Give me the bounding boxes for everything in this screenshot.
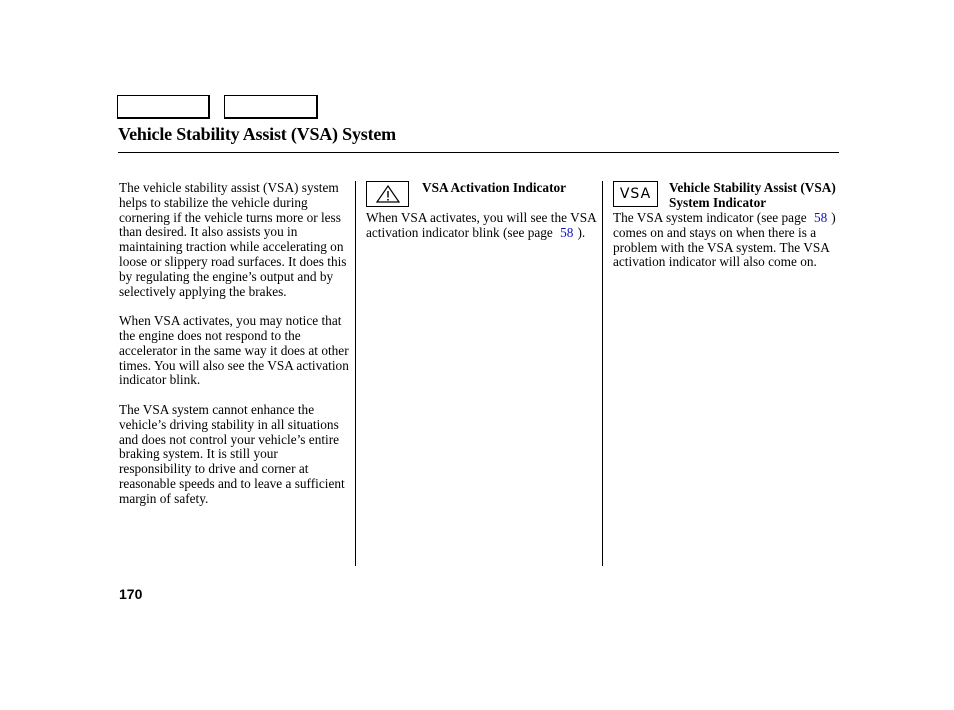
- system-text-after: ) comes on and stays on when there is a problem with the VSA system. The VSA activation indicator will also come on.: [613, 210, 836, 270]
- activation-indicator-text: [366, 211, 598, 241]
- activation-text-before: When VSA activates, you will see the VSA activation indicator blink (see page: [366, 210, 596, 240]
- column-divider-2: [602, 181, 603, 566]
- nav-button-prev[interactable]: [117, 95, 210, 119]
- page-number: 170: [119, 586, 143, 602]
- intro-paragraph-3: The VSA system cannot enhance the vehicle’s driving stability in all situations and does not control your vehicle’s entire braking system. It is still your responsibility to drive and corner at reasonable speeds and to leave a sufficient margin of safety.: [119, 401, 345, 506]
- nav-button-next[interactable]: [224, 95, 318, 119]
- column-divider-1: [355, 181, 356, 566]
- system-text-before: The VSA system indicator (see page: [613, 210, 807, 225]
- page-title: Vehicle Stability Assist (VSA) System: [118, 124, 396, 144]
- activation-indicator-heading: VSA Activation Indicator: [422, 180, 567, 195]
- intro-paragraph-1: The vehicle stability assist (VSA) system helps to stabilize the vehicle during cornering if the vehicle turns more or less than desired. It also assists you in maintaining traction while accelerating on loose or slippery road surfaces. It does this by regulating the engine’s output and by selectively applying the brakes.: [119, 180, 347, 299]
- activation-text-after: ).: [577, 224, 586, 240]
- page-link-58-system[interactable]: 58: [813, 210, 828, 225]
- system-indicator-text: [613, 211, 841, 270]
- vsa-icon-label: VSA: [619, 185, 652, 202]
- system-indicator-heading: Vehicle Stability Assist (VSA) System Indicator: [669, 180, 836, 210]
- title-divider: [118, 152, 839, 153]
- warning-triangle-icon: [366, 181, 409, 207]
- page-link-58[interactable]: 58: [560, 224, 574, 240]
- intro-column: [119, 181, 351, 521]
- intro-paragraph-2: When VSA activates, you may notice that the engine does not respond to the accelerator in the same way it does at other times. You will also see the VSA activation indicator blink.: [119, 313, 349, 388]
- vsa-indicator-icon: [613, 181, 658, 207]
